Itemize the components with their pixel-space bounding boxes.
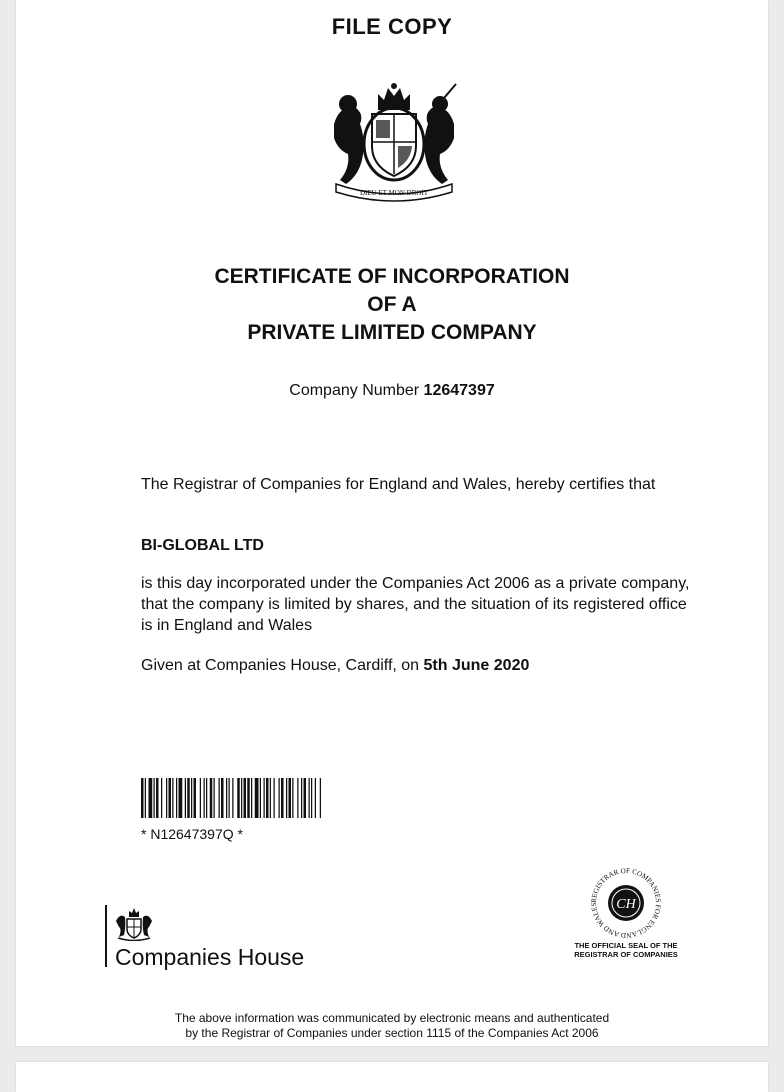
incorporation-text: is this day incorporated under the Companies Act 2006 as a private company, that the company is limited by shares, and the situation of its registered office is in England and Wales xyxy=(141,575,690,634)
registrar-seal-icon xyxy=(583,865,669,941)
seal-monogram: CH xyxy=(616,897,636,912)
barcode-bar xyxy=(232,778,233,818)
barcode-bar xyxy=(315,778,316,818)
barcode-bar xyxy=(145,778,146,818)
barcode-bar xyxy=(210,778,213,818)
certify-text: The Registrar of Companies for England and Wales, hereby certifies that xyxy=(141,476,656,493)
authentication-footer xyxy=(16,1011,768,1041)
given-line xyxy=(141,655,701,676)
barcode-bar xyxy=(286,778,287,818)
barcode-bar xyxy=(214,778,215,818)
motto-text: DIEU ET MON DROIT xyxy=(359,189,429,197)
barcode-bar xyxy=(154,778,155,818)
incorporation-date: 5th June 2020 xyxy=(423,657,530,674)
barcode-bar xyxy=(237,778,240,818)
barcode-bar xyxy=(260,778,261,818)
company-number-value: 12647397 xyxy=(423,382,495,399)
company-number-line xyxy=(16,382,768,400)
logo-divider xyxy=(105,905,107,967)
barcode-bar xyxy=(274,778,275,818)
royal-coat-of-arms-icon xyxy=(326,80,462,202)
barcode-bar xyxy=(204,778,205,818)
title-line: CERTIFICATE OF INCORPORATION xyxy=(214,265,570,288)
barcode-bar xyxy=(244,778,247,818)
seal-caption-line: THE OFFICIAL SEAL OF THE xyxy=(574,941,678,950)
barcode-bar xyxy=(200,778,201,818)
barcode-bar xyxy=(194,778,197,818)
footer-line: The above information was communicated by electronic means and authenticated xyxy=(174,1011,610,1025)
barcode-bar xyxy=(226,778,227,818)
barcode-bar xyxy=(241,778,242,818)
company-name: BI-GLOBAL LTD xyxy=(141,537,264,554)
barcode-bar xyxy=(320,778,321,818)
barcode-bar xyxy=(149,778,153,818)
barcode-bar xyxy=(251,778,252,818)
seal-caption xyxy=(556,941,696,959)
barcode-bar xyxy=(219,778,220,818)
file-copy-heading: FILE COPY xyxy=(331,14,453,39)
barcode-bar xyxy=(141,778,144,818)
barcode-bar xyxy=(309,778,310,818)
barcode-bar xyxy=(279,778,280,818)
barcode-bar xyxy=(270,778,271,818)
barcode-bar xyxy=(172,778,173,818)
companies-house-logo xyxy=(105,905,315,969)
seal-caption-line: REGISTRAR OF COMPANIES xyxy=(574,950,678,959)
barcode-bar xyxy=(191,778,192,818)
barcode-bar xyxy=(292,778,293,818)
footer-line: by the Registrar of Companies under section 1115 of the Companies Act 2006 xyxy=(185,1026,599,1040)
barcode-bar xyxy=(179,778,183,818)
company-number-label: Company Number xyxy=(289,382,420,399)
barcode-bar xyxy=(255,778,259,818)
barcode-bar xyxy=(156,778,159,818)
barcode-bar xyxy=(301,778,302,818)
barcode-bar xyxy=(166,778,167,818)
barcode-bar xyxy=(266,778,269,818)
title-line: OF A xyxy=(367,293,417,316)
barcode-bar xyxy=(247,778,250,818)
barcode-bar xyxy=(297,778,298,818)
barcode-bar xyxy=(229,778,230,818)
companies-house-wordmark: Companies House xyxy=(115,944,305,970)
barcode-bar xyxy=(304,778,307,818)
next-page-edge xyxy=(16,1062,768,1092)
barcode-bar xyxy=(311,778,312,818)
barcode-bar xyxy=(281,778,284,818)
given-text: Given at Companies House, Cardiff, on xyxy=(141,657,420,674)
barcode-bar xyxy=(161,778,162,818)
barcode-bar xyxy=(206,778,207,818)
barcode xyxy=(141,778,411,818)
barcode-bar xyxy=(169,778,172,818)
certificate-title xyxy=(16,263,768,347)
certificate-page xyxy=(16,0,768,1046)
barcode-bar xyxy=(289,778,292,818)
barcode-text: * N12647397Q * xyxy=(141,826,243,842)
barcode-bar xyxy=(185,778,186,818)
barcode-bar xyxy=(264,778,265,818)
barcode-bar xyxy=(221,778,224,818)
crest-icon xyxy=(114,907,154,941)
barcode-bar xyxy=(176,778,177,818)
title-line: PRIVATE LIMITED COMPANY xyxy=(247,321,537,344)
seal-ring-text: REGISTRAR OF COMPANIES FOR ENGLAND AND WALES xyxy=(589,866,663,940)
barcode-bar xyxy=(187,778,190,818)
